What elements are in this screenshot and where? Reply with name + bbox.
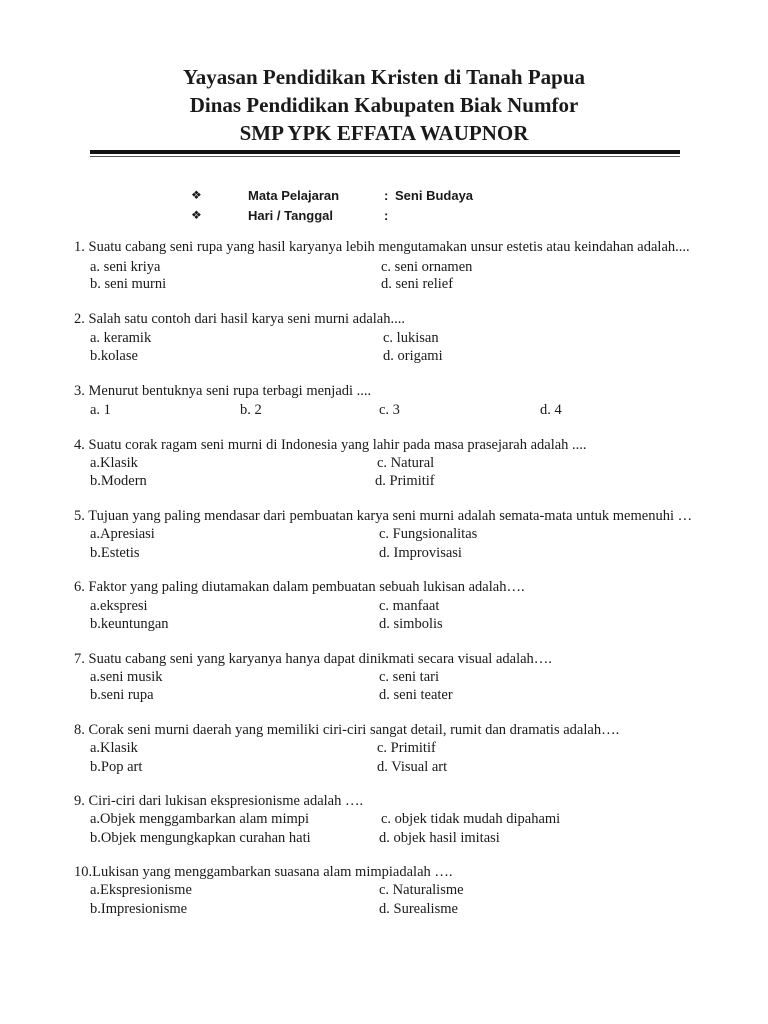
question-text: 9. Ciri-ciri dari lukisan ekspresionisme adalah …. <box>74 793 364 809</box>
option: d. Primitif <box>375 473 435 489</box>
question-text: 7. Suatu cabang seni yang karyanya hanya dapat dinikmati secara visual adalah…. <box>74 651 552 667</box>
subject-value: Seni Budaya <box>395 188 474 203</box>
option: a.Klasik <box>90 740 138 756</box>
foundation-name: Yayasan Pendidikan Kristen di Tanah Papua <box>182 65 586 89</box>
option: c. objek tidak mudah dipahami <box>381 811 561 827</box>
question-text: 2. Salah satu contoh dari hasil karya seni murni adalah.... <box>74 311 405 327</box>
option: b.Estetis <box>90 545 140 561</box>
option: d. Visual art <box>377 759 448 775</box>
option: a.seni musik <box>90 669 163 685</box>
option: b.Modern <box>90 473 147 489</box>
option: d. simbolis <box>379 616 443 632</box>
subject-separator: : <box>384 188 389 203</box>
question-text: 6. Faktor yang paling diutamakan dalam pembuatan sebuah lukisan adalah…. <box>74 579 525 595</box>
option: c. seni ornamen <box>381 259 473 275</box>
option: b.keuntungan <box>90 616 169 632</box>
question-text: 10.Lukisan yang menggambarkan suasana alam mimpiadalah …. <box>74 864 453 880</box>
option: c. lukisan <box>383 330 439 346</box>
question-text: 1. Suatu cabang seni rupa yang hasil karyanya lebih mengutamakan unsur estetis atau keindahan adalah.... <box>74 239 690 255</box>
education-office: Dinas Pendidikan Kabupaten Biak Numfor <box>189 93 579 117</box>
bullet-icon: ❖ <box>191 188 202 202</box>
option: c. manfaat <box>379 598 440 614</box>
option: c. Fungsionalitas <box>379 526 478 542</box>
option: c. Natural <box>377 455 435 471</box>
header-divider-thin <box>90 156 680 157</box>
option: c. Primitif <box>377 740 436 756</box>
option: d. seni teater <box>379 687 453 703</box>
option: d. origami <box>383 348 443 364</box>
option: d. Surealisme <box>379 901 458 917</box>
option: b.Impresionisme <box>90 901 188 917</box>
option: a.Apresiasi <box>90 526 155 542</box>
option: a.Ekspresionisme <box>90 882 192 898</box>
option: c. seni tari <box>379 669 439 685</box>
question-text: 4. Suatu corak ragam seni murni di Indonesia yang lahir pada masa prasejarah adalah .... <box>74 437 587 453</box>
date-separator: : <box>384 208 389 223</box>
option: a. keramik <box>90 330 152 346</box>
option: d. seni relief <box>381 276 454 292</box>
option: d. Improvisasi <box>379 545 462 561</box>
question-text: 3. Menurut bentuknya seni rupa terbagi menjadi .... <box>74 383 372 399</box>
option: d. objek hasil imitasi <box>379 830 500 846</box>
option: a.Klasik <box>90 455 138 471</box>
question-text: 5. Tujuan yang paling mendasar dari pembuatan karya seni murni adalah semata-mata untuk memenuhi … <box>74 508 693 524</box>
option: a. 1 <box>90 402 111 418</box>
question-text: 8. Corak seni murni daerah yang memiliki ciri-ciri sangat detail, rumit dan dramatis adalah…. <box>74 722 620 738</box>
option: b. seni murni <box>90 276 167 292</box>
option: c. Naturalisme <box>379 882 464 898</box>
option: b.Pop art <box>90 759 143 775</box>
header-divider <box>90 150 680 154</box>
option: c. 3 <box>379 402 400 418</box>
option: b.seni rupa <box>90 687 154 703</box>
option: b.Objek mengungkapkan curahan hati <box>90 830 311 846</box>
school-name: SMP YPK EFFATA WAUPNOR <box>239 121 529 145</box>
bullet-icon: ❖ <box>191 208 202 222</box>
option: b. 2 <box>240 402 262 418</box>
date-label: Hari / Tanggal <box>248 208 333 223</box>
option: b.kolase <box>90 348 138 364</box>
option: a.Objek menggambarkan alam mimpi <box>90 811 310 827</box>
option: a.ekspresi <box>90 598 148 614</box>
subject-label: Mata Pelajaran <box>248 188 340 203</box>
option: a. seni kriya <box>90 259 161 275</box>
option: d. 4 <box>540 402 562 418</box>
